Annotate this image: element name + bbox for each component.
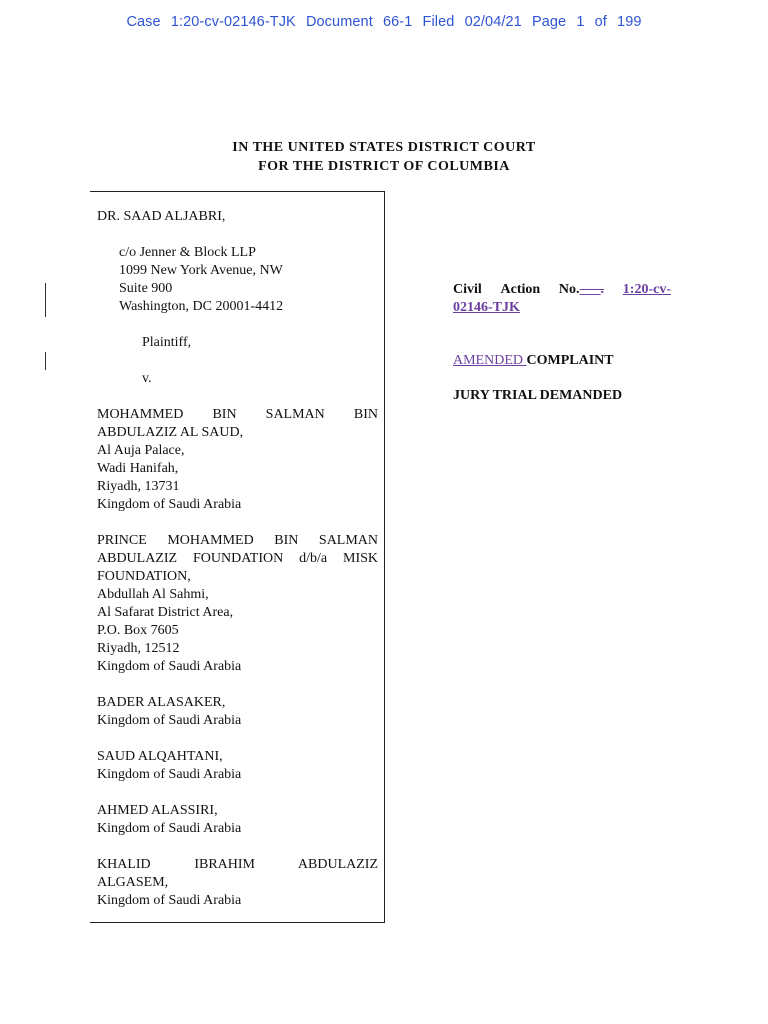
defendant-name: PRINCE MOHAMMED BIN SALMAN xyxy=(97,533,379,548)
defendant-address-line: Riyadh, 13731 xyxy=(97,479,180,494)
plaintiff-name: DR. SAAD ALJABRI, xyxy=(97,209,226,224)
defendant-address-line: Al Safarat District Area, xyxy=(97,605,234,620)
change-bar xyxy=(45,283,46,317)
change-bar xyxy=(45,352,46,370)
defendant-name-cont: ABDULAZIZ AL SAUD, xyxy=(97,425,244,440)
defendant-address-line: Wadi Hanifah, xyxy=(97,461,179,476)
jury-demand: JURY TRIAL DEMANDED xyxy=(453,388,623,403)
document-title: AMENDED COMPLAINT xyxy=(453,353,614,368)
inserted-text: 1:20-cv- xyxy=(622,282,671,297)
plaintiff-address-line: Suite 900 xyxy=(119,281,173,296)
defendant-address-line: Kingdom of Saudi Arabia xyxy=(97,713,242,728)
plaintiff-address-line: c/o Jenner & Block LLP xyxy=(119,245,256,260)
inserted-text: 02146-TJK xyxy=(453,300,520,315)
defendant-name-cont: FOUNDATION, xyxy=(97,569,191,584)
defendant-name: ABDULAZIZ FOUNDATION d/b/a MISK xyxy=(97,551,379,566)
defendant-name: MOHAMMED BIN SALMAN BIN xyxy=(97,407,378,422)
court-heading xyxy=(0,139,768,176)
defendant-name: KHALID IBRAHIM ABDULAZIZ xyxy=(97,857,379,872)
court-line-1: IN THE UNITED STATES DISTRICT COURT xyxy=(232,140,536,155)
deleted-text: ___. xyxy=(579,282,605,297)
civil-action-number: Civil Action No.___. 1:20-cv- 02146-TJK xyxy=(453,282,671,315)
defendant-address-line: P.O. Box 7605 xyxy=(97,623,179,638)
plaintiff-address-line: Washington, DC 20001-4412 xyxy=(119,299,284,314)
defendant-address-line: Kingdom of Saudi Arabia xyxy=(97,497,242,512)
defendant-address-line: Kingdom of Saudi Arabia xyxy=(97,659,242,674)
court-line-2: FOR THE DISTRICT OF COLUMBIA xyxy=(258,158,510,174)
defendant-address-line: Riyadh, 12512 xyxy=(97,641,180,656)
defendant-name: AHMED ALASSIRI, xyxy=(97,803,218,818)
defendant-address-line: Al Auja Palace, xyxy=(97,443,185,458)
defendant-name: SAUD ALQAHTANI, xyxy=(97,749,223,764)
defendant-name: BADER ALASAKER, xyxy=(97,695,226,710)
defendant-name-cont: ALGASEM, xyxy=(97,875,169,890)
ecf-header-stamp: Case 1:20-cv-02146-TJK Document 66-1 Filed 02/04/21 Page 1 of 199 xyxy=(126,14,642,30)
inserted-text: AMENDED xyxy=(453,353,527,368)
defendant-address-line: Kingdom of Saudi Arabia xyxy=(97,821,242,836)
versus: v. xyxy=(142,371,152,386)
plaintiff-address-line: 1099 New York Avenue, NW xyxy=(119,263,283,278)
case-caption xyxy=(97,208,378,910)
plaintiff-role: Plaintiff, xyxy=(142,335,192,350)
defendant-address-line: Abdullah Al Sahmi, xyxy=(97,587,209,602)
defendant-address-line: Kingdom of Saudi Arabia xyxy=(97,893,242,908)
defendant-address-line: Kingdom of Saudi Arabia xyxy=(97,767,242,782)
